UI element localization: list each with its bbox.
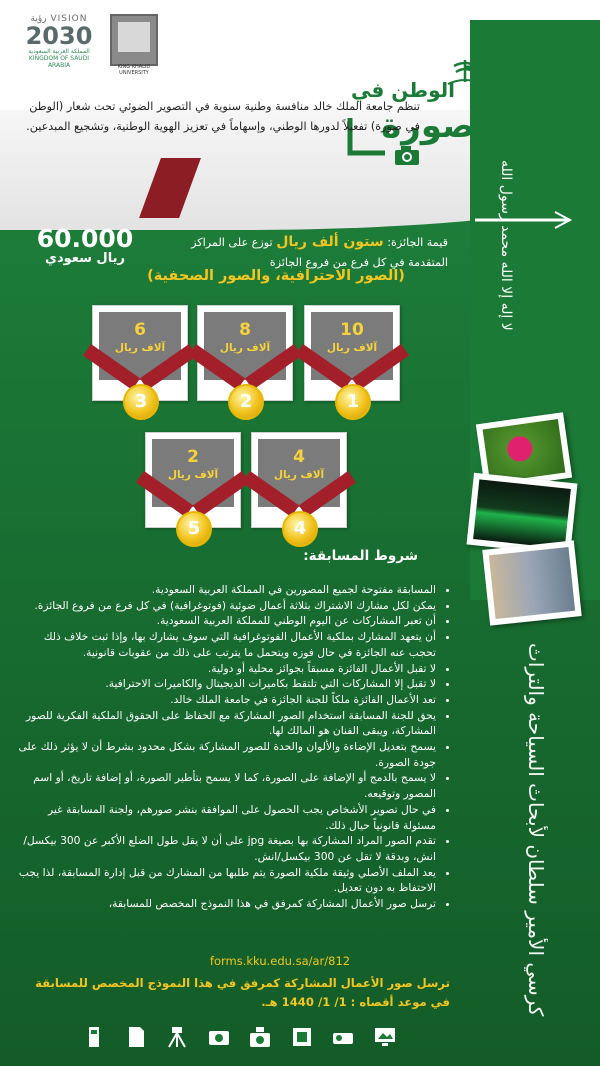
- film-icon: [290, 1025, 314, 1049]
- prize-card-4: [251, 432, 347, 539]
- prize-card-unit: آلاف ريال: [326, 342, 378, 354]
- terms-item: • تعد الأعمال الفائزة ملكاً للجنة الجائزة في جامعة الملك خالد.: [16, 692, 436, 708]
- prize-description: [148, 232, 448, 273]
- prize-card-unit: آلاف ريال: [167, 469, 219, 481]
- prize-amount: [30, 224, 140, 266]
- terms-item: • لا تقبل الأعمال الفائزة مسبقاً بجوائز محلية أو دولية.: [16, 661, 436, 677]
- prize-desc-highlight: ستون ألف ريال: [276, 234, 384, 250]
- flag-sword-icon: [470, 190, 580, 250]
- kku-name: KING KHALID UNIVERSITY: [117, 64, 151, 76]
- prize-card-amount: 4: [293, 447, 305, 467]
- prize-categories: (الصور الاحترافية، والصور الصحفية): [147, 268, 405, 284]
- terms-item: • تقدم الصور المراد المشاركة بها بصيغة jpg على أن لا يقل طول الضلع الأكبر عن 300 بيكسل/انش، وبدقة لا تقل عن 300 بيكسل/انش.: [16, 833, 436, 864]
- tripod-icon: [165, 1025, 189, 1049]
- terms-item: • يمكن لكل مشارك الاشتراك بثلاثة أعمال ضوئية (فوتوغرافية) في كل فرع من فروع الجائزة.: [16, 598, 436, 614]
- campaign-line1: الوطن في: [350, 78, 455, 102]
- forms-link[interactable]: forms.kku.edu.sa/ar/812: [209, 954, 351, 968]
- prize-desc-prefix: قيمة الجائزة:: [387, 236, 448, 249]
- prize-card-amount: 10: [340, 320, 364, 340]
- prize-card-amount: 6: [134, 320, 146, 340]
- prize-card-2: [197, 305, 293, 412]
- terms-item: • أن تعبر المشاركات عن اليوم الوطني للمملكة العربية السعودية.: [16, 613, 436, 629]
- vision-line3: المملكة العربية السعودية KINGDOM OF SAUDI ARABIA: [28, 48, 90, 69]
- calligraphy-text: كرسي الأمير سلطان لأبحاث السياحة والتراث: [524, 643, 548, 1017]
- medal-icon: 5: [176, 511, 212, 547]
- card-reader-icon: [82, 1025, 106, 1049]
- prize-card-amount: 8: [239, 320, 251, 340]
- intro-text: تنظم جامعة الملك خالد منافسة وطنية سنوية في التصوير الضوئي تحت شعار (الوطن في صورة) تفعيلاً لدورها الوطني، وإسهاماً في تعزيز الهوية الوطنية، وتشجيع المبدعين.: [26, 100, 420, 133]
- prize-currency: ريال سعودي: [45, 251, 125, 266]
- medal-icon: 2: [228, 384, 264, 420]
- terms-item: • لا تقبل إلا المشاركات التي تلتقط بكاميرات الديجيتال والكاميرات الاحترافية.: [16, 676, 436, 692]
- terms-item: • لا يسمح بالدمج أو الإضافة على الصورة، كما لا يسمح بتأطير الصورة، أو إضافة تاريخ، أو اسم المصور وتوقيعه.: [16, 770, 436, 801]
- kku-logo: [110, 14, 158, 66]
- camera-flash-icon: [248, 1025, 272, 1049]
- medal-icon: 1: [335, 384, 371, 420]
- prize-card-unit: آلاف ريال: [219, 342, 271, 354]
- prize-card-1: [304, 305, 400, 412]
- prize-amount-number: 60.000: [36, 224, 134, 253]
- prize-card-amount: 2: [187, 447, 199, 467]
- terms-list: [16, 582, 450, 912]
- footer-deadline-note: ترسل صور الأعمال المشاركة كمرفق في هذا النموذج المخصص للمسابقة في موعد أقصاه : 1/ 1/ 1440 هـ.: [35, 976, 450, 1009]
- terms-item: • في حال تصوير الأشخاص يجب الحصول على الموافقة بنشر صورهم، ولجنة المسابقة غير مسئولة قانونياً حيال ذلك.: [16, 802, 436, 833]
- terms-item: • يحق للجنة المسابقة استخدام الصور المشاركة مع الحفاظ على الحقوق الملكية الفكرية للصور المشاركة، ويبقى الفنان هو المالك لها.: [16, 708, 436, 739]
- prize-card-3: [92, 305, 188, 412]
- camera-icon: [207, 1025, 231, 1049]
- prize-card-5: [145, 432, 241, 539]
- terms-title: شروط المسابقة:: [303, 548, 418, 564]
- vision-line2: 2030: [25, 22, 93, 50]
- campaign-line2: صورة: [381, 106, 475, 146]
- flag-shahada-text: لا إله إلا الله محمد رسول الله: [498, 160, 514, 331]
- monitor-photo-icon: [373, 1025, 397, 1049]
- terms-item: • ترسل صور الأعمال المشاركة كمرفق في هذا النموذج المخصص للمسابقة،: [16, 896, 436, 912]
- equipment-icons-row: [82, 1025, 397, 1049]
- medal-icon: 4: [282, 511, 318, 547]
- medal-icon: 3: [123, 384, 159, 420]
- terms-item: • يسمح بتعديل الإضاءة والألوان والحدة للصور المشاركة بشكل محدود بشرط أن لا يؤثر ذلك على جودة الصورة.: [16, 739, 436, 770]
- vision-line1: VISION رؤية: [30, 14, 88, 24]
- vision-2030-logo: [18, 14, 100, 76]
- camera-icon: [393, 144, 421, 166]
- memory-card-icon: [124, 1025, 148, 1049]
- terms-item: • يعد الملف الأصلي وثيقة ملكية الصورة يتم طلبها من المشارك من قبل إدارة المسابقة، لذا يجب الاحتفاظ به دون تعديل.: [16, 865, 436, 896]
- prize-card-unit: آلاف ريال: [273, 469, 325, 481]
- projector-icon: [331, 1025, 355, 1049]
- terms-item: • المسابقة مفتوحة لجميع المصورين في المملكة العربية السعودية.: [16, 582, 436, 598]
- terms-item: • أن يتعهد المشارك بملكية الأعمال الفوتوغرافية التي سوف يشارك بها، وإذا ثبت خلاف ذلك تحجب عنه الجائزة في حال فوزه ويتحمل ما يترتب على ذلك من عقوبات قانونية.: [16, 629, 436, 660]
- prize-card-unit: آلاف ريال: [114, 342, 166, 354]
- prize-desc-rest: توزع على المراكز المتقدمة في كل فرع من فروع الجائزة: [191, 236, 448, 269]
